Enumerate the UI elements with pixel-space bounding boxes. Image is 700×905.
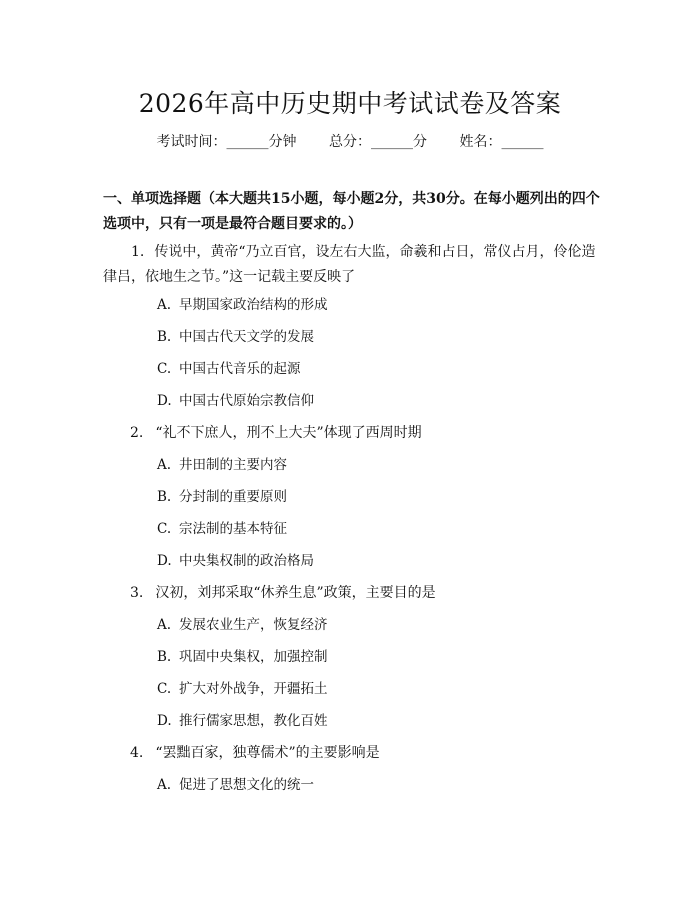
option-text: 促进了思想文化的统一 xyxy=(179,777,314,793)
option-2c xyxy=(157,519,287,539)
option-text: 推行儒家思想，教化百姓 xyxy=(179,713,328,729)
option-1d xyxy=(157,391,314,411)
option-letter: D. xyxy=(157,713,172,729)
option-letter: A. xyxy=(157,457,172,473)
option-3a xyxy=(157,615,328,635)
exam-time-field: 考试时间：______分钟 xyxy=(156,134,297,150)
option-text: 发展农业生产，恢复经济 xyxy=(179,617,328,633)
option-letter: C. xyxy=(157,521,172,537)
option-text: 分封制的重要原则 xyxy=(179,489,287,505)
option-2d xyxy=(157,551,314,571)
question-2 xyxy=(130,423,422,443)
section-heading: 一、单项选择题（本大题共15小题，每小题2分，共30分。在每小题列出的四个选项中，只有一项是最符合题目要求的。） xyxy=(103,191,600,232)
option-2b xyxy=(157,487,287,507)
option-text: 井田制的主要内容 xyxy=(179,457,287,473)
question-1 xyxy=(103,240,603,290)
option-1a xyxy=(157,295,328,315)
option-letter: C. xyxy=(157,681,172,697)
option-letter: B. xyxy=(157,329,172,345)
question-3 xyxy=(130,583,436,603)
option-letter: A. xyxy=(157,777,172,793)
question-number: 1. xyxy=(131,244,145,260)
option-letter: A. xyxy=(157,617,172,633)
option-4a xyxy=(157,775,314,795)
option-letter: A. xyxy=(157,297,172,313)
option-text: 中国古代音乐的起源 xyxy=(179,361,301,377)
option-text: 扩大对外战争，开疆拓土 xyxy=(179,681,328,697)
option-3c xyxy=(157,679,328,699)
option-1c xyxy=(157,359,301,379)
total-score-field: 总分：______分 xyxy=(329,134,427,150)
question-number: 2. xyxy=(130,425,144,441)
option-letter: C. xyxy=(157,361,172,377)
option-text: 中国古代原始宗教信仰 xyxy=(179,393,314,409)
exam-info-line xyxy=(0,131,700,151)
option-text: 巩固中央集权，加强控制 xyxy=(179,649,328,665)
question-text: “礼不下庶人，刑不上大夫”体现了西周时期 xyxy=(155,425,422,441)
option-1b xyxy=(157,327,314,347)
option-letter: B. xyxy=(157,649,172,665)
option-text: 中国古代天文学的发展 xyxy=(179,329,314,345)
option-text: 早期国家政治结构的形成 xyxy=(179,297,328,313)
option-text: 中央集权制的政治格局 xyxy=(179,553,314,569)
option-letter: B. xyxy=(157,489,172,505)
question-text: 传说中，黄帝“乃立百官，设左右大监，命羲和占日，常仪占月，伶伦造律吕，依地生之节。”这一记载主要反映了 xyxy=(103,244,596,285)
option-letter: D. xyxy=(157,553,172,569)
option-letter: D. xyxy=(157,393,172,409)
question-text: “罢黜百家，独尊儒术”的主要影响是 xyxy=(155,745,380,761)
exam-title: 2026年高中历史期中考试试卷及答案 xyxy=(138,89,562,118)
option-text: 宗法制的基本特征 xyxy=(179,521,287,537)
question-number: 3. xyxy=(130,585,144,601)
option-3d xyxy=(157,711,328,731)
question-text: 汉初，刘邦采取“休养生息”政策，主要目的是 xyxy=(155,585,436,601)
question-number: 4. xyxy=(130,745,144,761)
option-2a xyxy=(157,455,287,475)
question-4 xyxy=(130,743,380,763)
student-name-field: 姓名：______ xyxy=(459,134,544,150)
option-3b xyxy=(157,647,328,667)
